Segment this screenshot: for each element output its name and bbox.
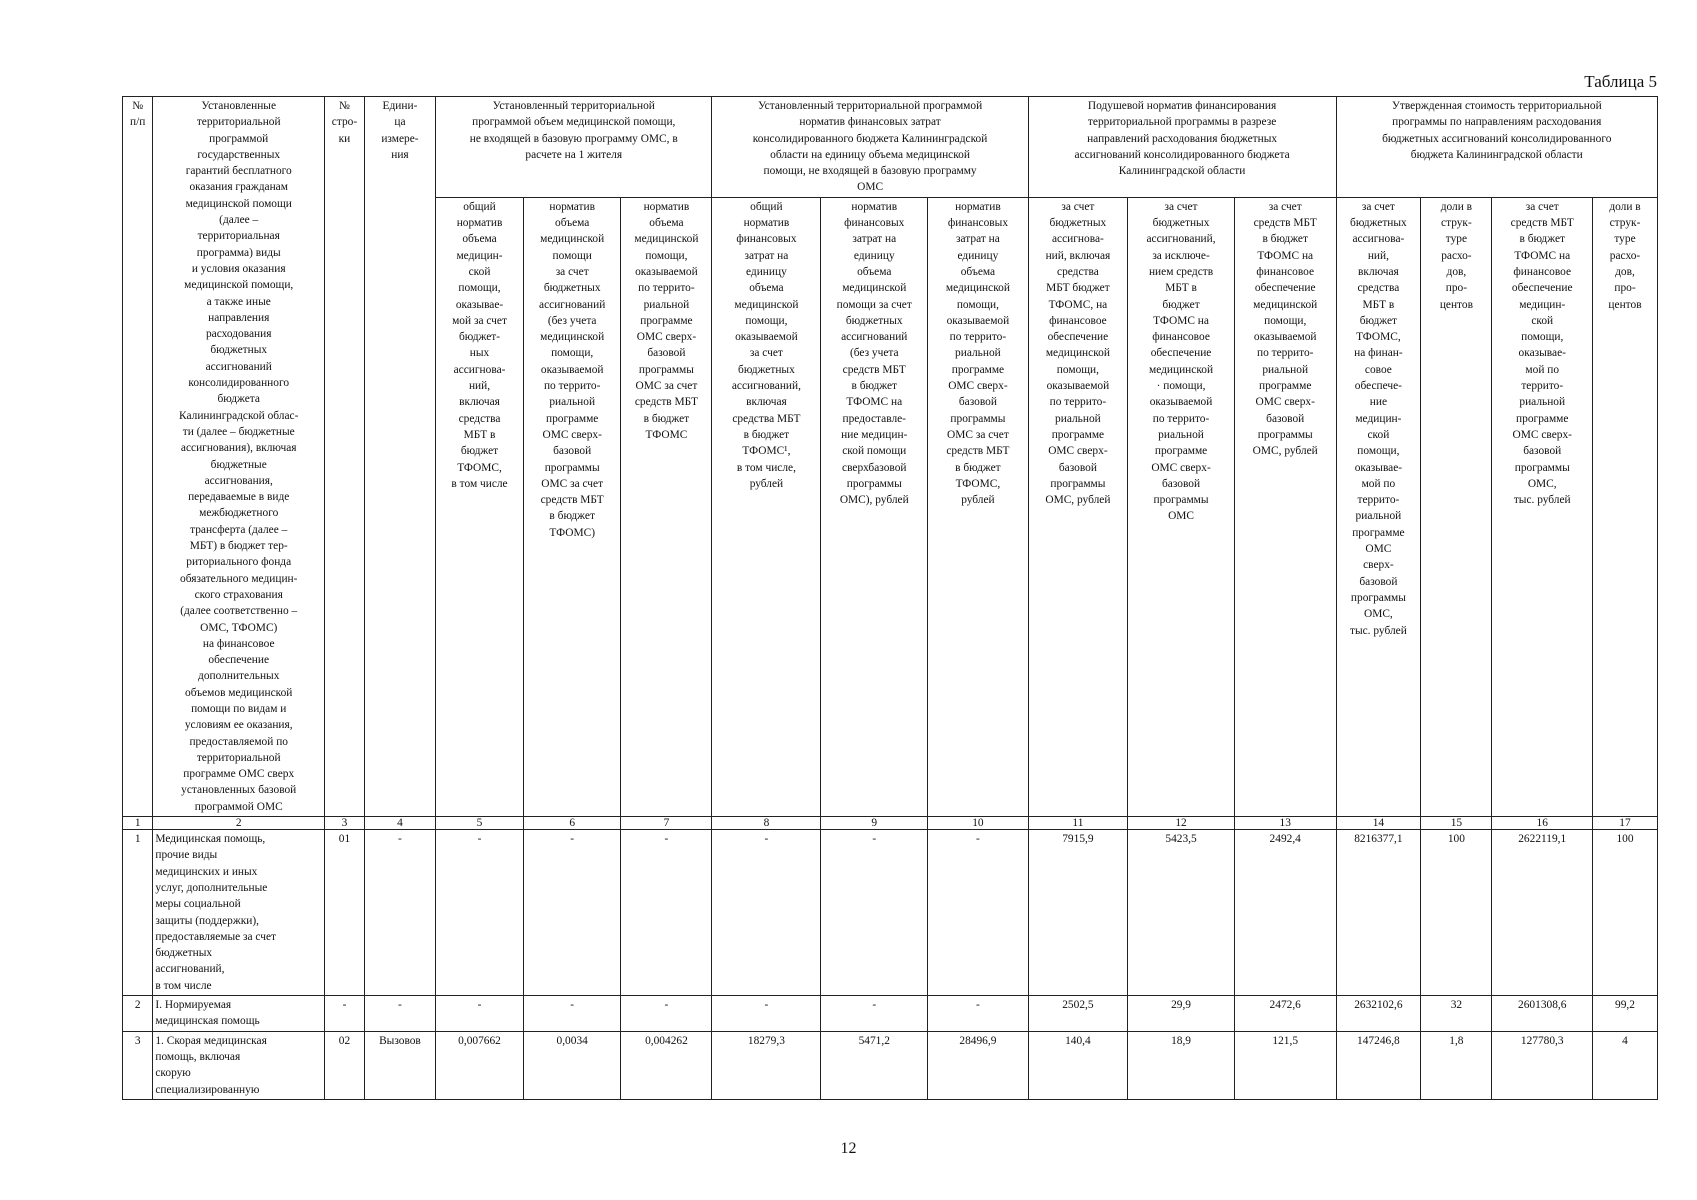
header-col-14: за счет бюджетных ассигнова- ний, включая средства МБТ в бюджет ТФОМС, на финан- совое обеспече- ние медицин- ской помощи, оказывае- мой по террито- риальной программе ОМС сверх- базовой программы ОМС, тыс. рублей	[1336, 197, 1421, 816]
table-cell: -	[621, 996, 712, 1032]
table-cell: -	[436, 830, 524, 996]
table-cell: 0,007662	[436, 1031, 524, 1099]
header-col-6: норматив объема медицинской помощи за счет бюджетных ассигнований (без учета медицинской помощи, оказываемой по террито- риальной программе ОМС сверх- базовой программы ОМС за счет средств МБТ в бюджет ТФОМС)	[524, 197, 621, 816]
table-cell: 18,9	[1128, 1031, 1235, 1099]
table-cell: -	[712, 830, 821, 996]
table-cell: 2632102,6	[1336, 996, 1421, 1032]
table-cell: -	[928, 830, 1029, 996]
column-number: 17	[1593, 817, 1658, 830]
table-cell: -	[524, 996, 621, 1032]
table-cell: 29,9	[1128, 996, 1235, 1032]
table-cell: -	[821, 996, 928, 1032]
table-cell: 32	[1421, 996, 1492, 1032]
table-cell: 01	[325, 830, 365, 996]
header-care-types: Установленные территориальной программой государственных гарантий бесплатного оказания гражданам медицинской помощи (далее – территориальная программа) виды и условия оказания медицинской помощи, а также иные направления расходования бюджетных ассигнований консолидированного бюджета Калининградской облас- ти (далее – бюджетные ассигнования), включая бюджетные ассигнования, передаваемые в виде межбюджетного трансферта (далее – МБТ) в бюджет тер- риториального фонда обязательного медицин- ского страхования (далее соответственно – ОМС, ТФОМС) на финансовое обеспечение дополнительных объемов медицинской помощи по видам и условиям ее оказания, предоставляемой по территориальной программе ОМС сверх установленных базовой программой ОМС	[153, 97, 325, 817]
column-number: 14	[1336, 817, 1421, 830]
column-number: 15	[1421, 817, 1492, 830]
column-number: 7	[621, 817, 712, 830]
table-cell: 5423,5	[1128, 830, 1235, 996]
table-body	[123, 817, 1658, 1100]
header-col-15: доли в струк- туре расхо- дов, про- центов	[1421, 197, 1492, 816]
column-number: 8	[712, 817, 821, 830]
header-row-number: № стро- ки	[325, 97, 365, 817]
table-cell: 28496,9	[928, 1031, 1029, 1099]
column-number: 2	[153, 817, 325, 830]
table-cell: -	[436, 996, 524, 1032]
header-col-12: за счет бюджетных ассигнований, за исключе- нием средств МБТ в бюджет ТФОМС на финансовое обеспечение медицинской · помощи, оказываемой по террито- риальной программе ОМС сверх- базовой программы ОМС	[1128, 197, 1235, 816]
table-cell: 100	[1593, 830, 1658, 996]
table-cell: 2	[123, 996, 153, 1032]
header-col-11: за счет бюджетных ассигнова- ний, включая средства МБТ бюджет ТФОМС, на финансовое обеспечение медицинской помощи, оказываемой по террито- риальной программе ОМС сверх- базовой программы ОМС, рублей	[1028, 197, 1127, 816]
table-cell: -	[524, 830, 621, 996]
header-group-per-capita: Подушевой норматив финансирования территориальной программы в разрезе направлений расходования бюджетных ассигнований консолидированного бюджета Калининградской области	[1028, 97, 1336, 198]
table-row	[123, 830, 1658, 996]
column-number: 10	[928, 817, 1029, 830]
table-cell: 2502,5	[1028, 996, 1127, 1032]
header-col-13: за счет средств МБТ в бюджет ТФОМС на финансовое обеспечение медицинской помощи, оказываемой по террито- риальной программе ОМС сверх- базовой программы ОМС, рублей	[1234, 197, 1336, 816]
column-number: 9	[821, 817, 928, 830]
table-cell: 1,8	[1421, 1031, 1492, 1099]
column-number: 16	[1492, 817, 1593, 830]
table-cell: -	[712, 996, 821, 1032]
row-name-cell: 1. Скорая медицинская помощь, включая скорую специализированную	[153, 1031, 325, 1099]
table-cell: 2622119,1	[1492, 830, 1593, 996]
header-col-10: норматив финансовых затрат на единицу объема медицинской помощи, оказываемой по террито- риальной программе ОМС сверх- базовой программы ОМС за счет средств МБТ в бюджет ТФОМС, рублей	[928, 197, 1029, 816]
table-cell: 3	[123, 1031, 153, 1099]
header-unit: Едини- ца измере- ния	[364, 97, 435, 817]
column-number: 1	[123, 817, 153, 830]
header-col-9: норматив финансовых затрат на единицу объема медицинской помощи за счет бюджетных ассигнований (без учета средств МБТ в бюджет ТФОМС на предоставле- ние медицин- ской помощи сверхбазовой программы ОМС), рублей	[821, 197, 928, 816]
table-cell: 0,0034	[524, 1031, 621, 1099]
table-row	[123, 1031, 1658, 1099]
table-cell: 02	[325, 1031, 365, 1099]
table-cell: -	[621, 830, 712, 996]
column-number: 5	[436, 817, 524, 830]
data-table	[122, 96, 1658, 1100]
header-group-approved-cost: Утвержденная стоимость территориальной программы по направлениям расходования бюджетных ассигнований консолидированного бюджета Калининградской области	[1336, 97, 1658, 198]
table-cell: 147246,8	[1336, 1031, 1421, 1099]
column-number: 3	[325, 817, 365, 830]
table-cell: 18279,3	[712, 1031, 821, 1099]
table-cell: 140,4	[1028, 1031, 1127, 1099]
header-num-pp: № п/п	[123, 97, 153, 817]
table-cell: -	[325, 996, 365, 1032]
header-col-5: общий норматив объема медицин- ской помощи, оказывае- мой за счет бюджет- ных ассигнова- ний, включая средства МБТ в бюджет ТФОМС, в том числе	[436, 197, 524, 816]
table-cell: Вызовов	[364, 1031, 435, 1099]
table-cell: 99,2	[1593, 996, 1658, 1032]
table-cell: 2601308,6	[1492, 996, 1593, 1032]
header-row-1	[123, 97, 1658, 198]
table-cell: 127780,3	[1492, 1031, 1593, 1099]
header-group-cost-norm: Установленный территориальной программой норматив финансовых затрат консолидированного бюджета Калининградской области на единицу объема медицинской помощи, не входящей в базовую программу ОМС	[712, 97, 1028, 198]
table-cell: 5471,2	[821, 1031, 928, 1099]
table-cell: 1	[123, 830, 153, 996]
column-number: 4	[364, 817, 435, 830]
row-name-cell: I. Нормируемая медицинская помощь	[153, 996, 325, 1032]
header-col-16: за счет средств МБТ в бюджет ТФОМС на финансовое обеспечение медицин- ской помощи, оказывае- мой по террито- риальной программе ОМС сверх- базовой программы ОМС, тыс. рублей	[1492, 197, 1593, 816]
table-cell: 8216377,1	[1336, 830, 1421, 996]
table-cell: -	[364, 996, 435, 1032]
table-cell: -	[821, 830, 928, 996]
page-number: 12	[840, 1140, 857, 1157]
column-number: 6	[524, 817, 621, 830]
column-number: 12	[1128, 817, 1235, 830]
header-col-7: норматив объема медицинской помощи, оказываемой по террито- риальной программе ОМС сверх- базовой программы ОМС за счет средств МБТ в бюджет ТФОМС	[621, 197, 712, 816]
table-cell: 121,5	[1234, 1031, 1336, 1099]
table-cell: 100	[1421, 830, 1492, 996]
column-number: 13	[1234, 817, 1336, 830]
table-cell: 4	[1593, 1031, 1658, 1099]
table-row	[123, 996, 1658, 1032]
header-col-8: общий норматив финансовых затрат на единицу объема медицинской помощи, оказываемой за счет бюджетных ассигнований, включая средства МБТ в бюджет ТФОМС¹, в том числе, рублей	[712, 197, 821, 816]
header-col-17: доли в струк- туре расхо- дов, про- центов	[1593, 197, 1658, 816]
table-cell: 2492,4	[1234, 830, 1336, 996]
row-name-cell: Медицинская помощь, прочие виды медицинских и иных услуг, дополнительные меры социальной защиты (поддержки), предоставляемые за счет бюджетных ассигнований, в том числе	[153, 830, 325, 996]
column-number-row	[123, 817, 1658, 830]
column-number: 11	[1028, 817, 1127, 830]
table-caption: Таблица 5	[1584, 72, 1657, 91]
table-cell: -	[364, 830, 435, 996]
table-cell: -	[928, 996, 1029, 1032]
table-cell: 0,004262	[621, 1031, 712, 1099]
table-cell: 7915,9	[1028, 830, 1127, 996]
header-group-volume: Установленный территориальной программой объем медицинской помощи, не входящей в базовую программу ОМС, в расчете на 1 жителя	[436, 97, 712, 198]
table-cell: 2472,6	[1234, 996, 1336, 1032]
